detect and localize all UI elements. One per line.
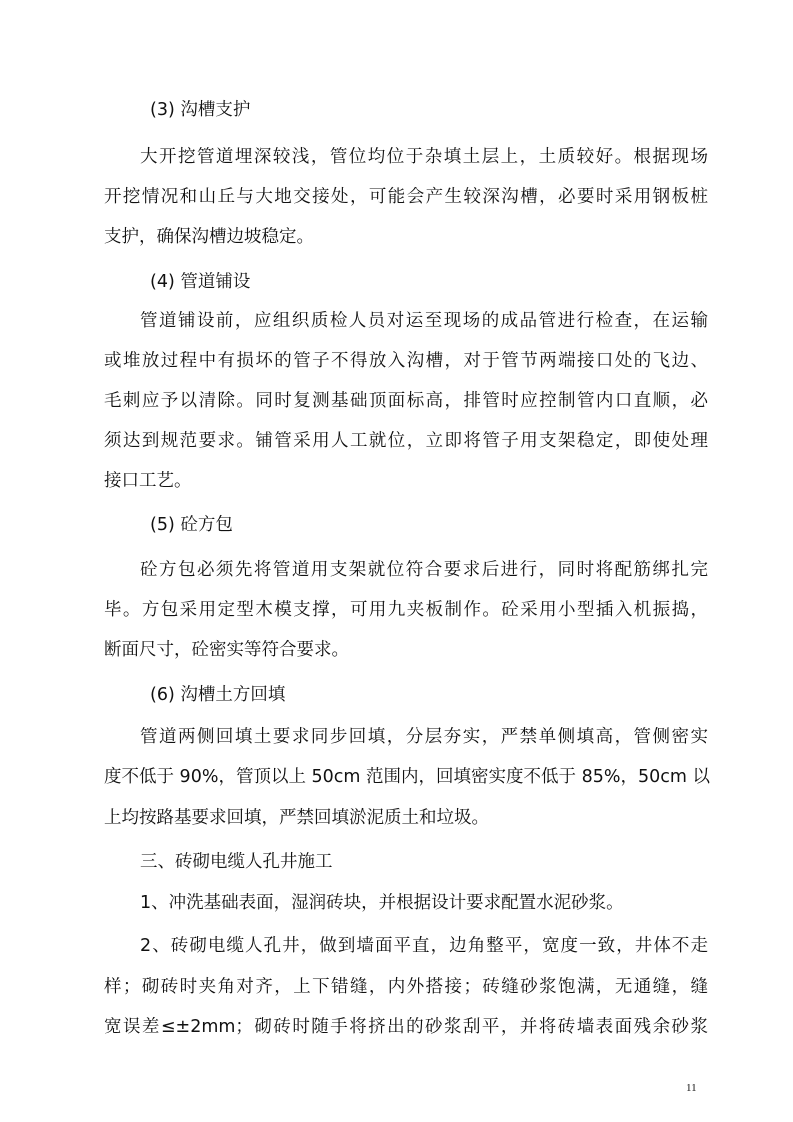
paragraph-line: 或堆放过程中有损坏的管子不得放入沟槽，对于管节两端接口处的飞边、 [104,351,708,371]
list-item: 1、冲洗基础表面，湿润砖块，并根据设计要求配置水泥砂浆。 [140,893,624,913]
paragraph-line: 度不低于 90%，管顶以上 50cm 范围内，回填密实度不低于 85%，50cm 以 [104,767,710,787]
section-heading: (6) 沟槽土方回填 [150,685,286,705]
list-item-line: 2、砖砌电缆人孔井，做到墙面平直，边角整平，宽度一致，井体不走 [140,936,708,956]
paragraph-line: 接口工艺。 [104,471,192,491]
paragraph-line: 大开挖管道埋深较浅，管位均位于杂填土层上，土质较好。根据现场 [140,147,708,167]
paragraph-line: 砼方包必须先将管道用支架就位符合要求后进行，同时将配筋绑扎完 [140,560,708,580]
paragraph-line: 上均按路基要求回填，严禁回填淤泥质土和垃圾。 [104,808,489,828]
section-heading: (5) 砼方包 [150,515,233,535]
list-item-line: 样；砌砖时夹角对齐，上下错缝，内外搭接；砖缝砂浆饱满，无通缝，缝 [104,977,708,997]
paragraph-line: 管道铺设前，应组织质检人员对运至现场的成品管进行检查，在运输 [140,311,708,331]
paragraph-line: 支护，确保沟槽边坡稳定。 [104,227,314,247]
paragraph-line: 毛刺应予以清除。同时复测基础顶面标高，排管时应控制管内口直顺，必 [104,391,708,411]
page-number: 11 [686,1082,697,1094]
paragraph-line: 须达到规范要求。铺管采用人工就位，立即将管子用支架稳定，即使处理 [104,431,708,451]
paragraph-line: 断面尺寸，砼密实等符合要求。 [104,640,349,660]
paragraph-line: 毕。方包采用定型木模支撑，可用九夹板制作。砼采用小型插入机振捣， [104,600,708,620]
section-heading: (4) 管道铺设 [150,272,251,292]
list-item-line: 宽误差≤±2mm；砌砖时随手将挤出的砂浆刮平，并将砖墙表面残余砂浆 [104,1017,708,1037]
chapter-heading: 三、砖砌电缆人孔井施工 [140,852,333,872]
section-heading: (3) 沟槽支护 [150,100,251,120]
paragraph-line: 管道两侧回填土要求同步回填，分层夯实，严禁单侧填高，管侧密实 [140,727,708,747]
paragraph-line: 开挖情况和山丘与大地交接处，可能会产生较深沟槽，必要时采用钢板桩 [104,187,708,207]
